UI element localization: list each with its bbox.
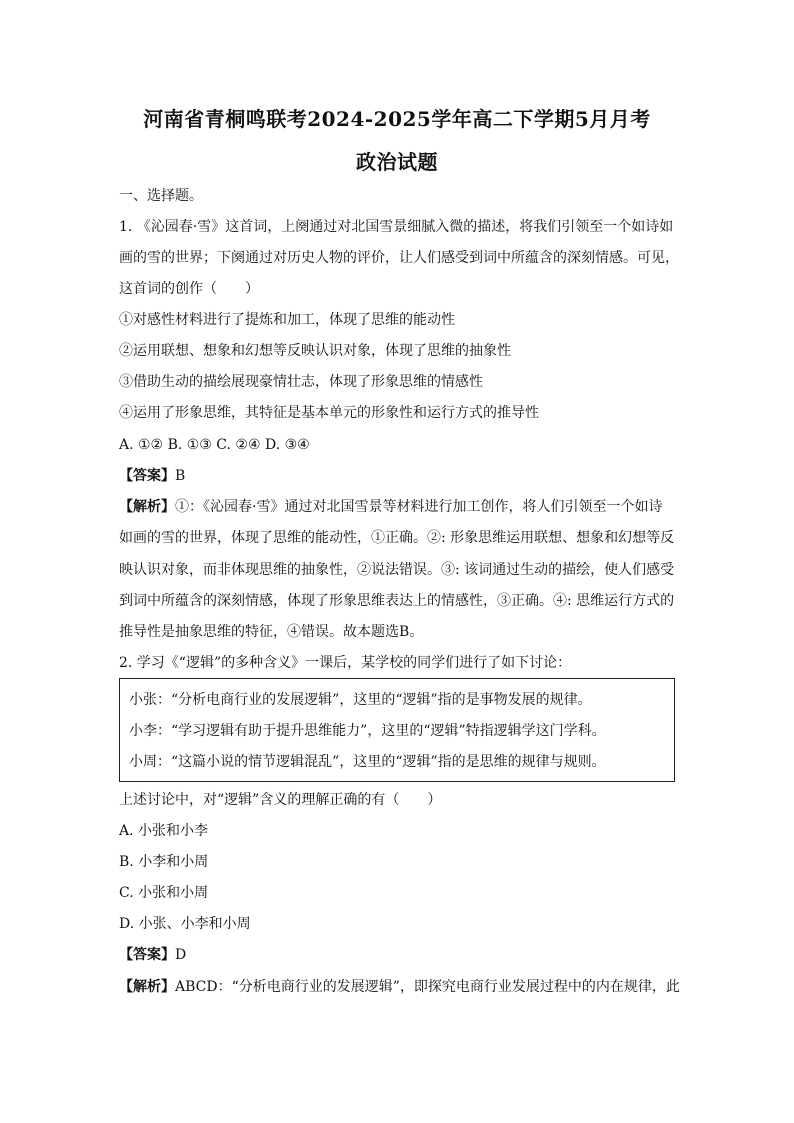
q1-stem-line: 这首词的创作（ ） bbox=[119, 281, 259, 297]
discussion-line: 小张：“分析电商行业的发展逻辑”，这里的“逻辑”指的是事物发展的规律。 bbox=[129, 692, 592, 708]
analysis-label: 【解析】 bbox=[119, 979, 175, 995]
q1-statement: ②运用联想、想象和幻想等反映认识对象，体现了思维的抽象性 bbox=[119, 343, 511, 359]
document-title: 河南省青桐鸣联考2024-2025学年高二下学期5月月考 bbox=[143, 107, 651, 131]
q1-analysis-line: 推导性是抽象思维的特征，④错误。故本题选B。 bbox=[119, 624, 424, 640]
q2-option-a: A. 小张和小李 bbox=[119, 823, 209, 839]
q1-stem-line: 1. 《沁园春·雪》这首词，上阕通过对北国雪景细腻入微的描述，将我们引领至一个如诗如 bbox=[119, 219, 674, 235]
q1-statement: ①对感性材料进行了提炼和加工，体现了思维的能动性 bbox=[119, 312, 455, 328]
q2-option-b: B. 小李和小周 bbox=[119, 854, 209, 870]
answer-label: 【答案】 bbox=[119, 947, 175, 963]
q1-statement: ④运用了形象思维，其特征是基本单元的形象性和运行方式的推导性 bbox=[119, 405, 539, 421]
analysis-text: ①：《沁园春·雪》通过对北国雪景等材料进行加工创作，将人们引领至一个如诗 bbox=[175, 499, 663, 515]
analysis-label: 【解析】 bbox=[119, 499, 175, 515]
answer-value: B bbox=[175, 468, 186, 484]
analysis-text: ABCD：“分析电商行业的发展逻辑”，即探究电商行业发展过程中的内在规律，此 bbox=[175, 979, 680, 995]
q2-question: 上述讨论中，对“逻辑”含义的理解正确的有（ ） bbox=[119, 792, 442, 808]
q2-option-d: D. 小张、小李和小周 bbox=[119, 916, 251, 932]
q1-answer bbox=[119, 466, 679, 486]
q2-stem: 2. 学习《“逻辑”的多种含义》一课后，某学校的同学们进行了如下讨论： bbox=[119, 655, 572, 671]
q2-analysis-line bbox=[119, 977, 679, 997]
document-subtitle: 政治试题 bbox=[356, 150, 438, 174]
section-heading: 一、选择题。 bbox=[119, 188, 203, 204]
q1-options: A. ①② B. ①③ C. ②④ D. ③④ bbox=[119, 437, 310, 453]
discussion-line: 小李：“学习逻辑有助于提升思维能力”，这里的“逻辑”特指逻辑学这门学科。 bbox=[129, 723, 606, 739]
discussion-box bbox=[119, 678, 675, 782]
q2-option-c: C. 小张和小周 bbox=[119, 885, 209, 901]
q2-answer bbox=[119, 945, 679, 965]
answer-label: 【答案】 bbox=[119, 468, 175, 484]
q1-analysis-line: 到词中所蕴含的深刻情感，体现了形象思维表达上的情感性，③正确。④: 思维运行方式的 bbox=[119, 593, 675, 609]
q1-stem-line: 画的雪的世界；下阕通过对历史人物的评价，让人们感受到词中所蕴含的深刻情感。可见， bbox=[119, 250, 679, 266]
q1-analysis-line: 如画的雪的世界，体现了思维的能动性，①正确。②: 形象思维运用联想、想象和幻想等反 bbox=[119, 530, 675, 546]
q1-analysis-line bbox=[119, 497, 679, 517]
answer-value: D bbox=[175, 947, 187, 963]
discussion-line: 小周：“这篇小说的情节逻辑混乱”，这里的“逻辑”指的是思维的规律与规则。 bbox=[129, 754, 606, 770]
q1-statement: ③借助生动的描绘展现豪情壮志，体现了形象思维的情感性 bbox=[119, 374, 483, 390]
q1-analysis-line: 映认识对象，而非体现思维的抽象性，②说法错误。③: 该词通过生动的描绘，使人们感受 bbox=[119, 562, 675, 578]
